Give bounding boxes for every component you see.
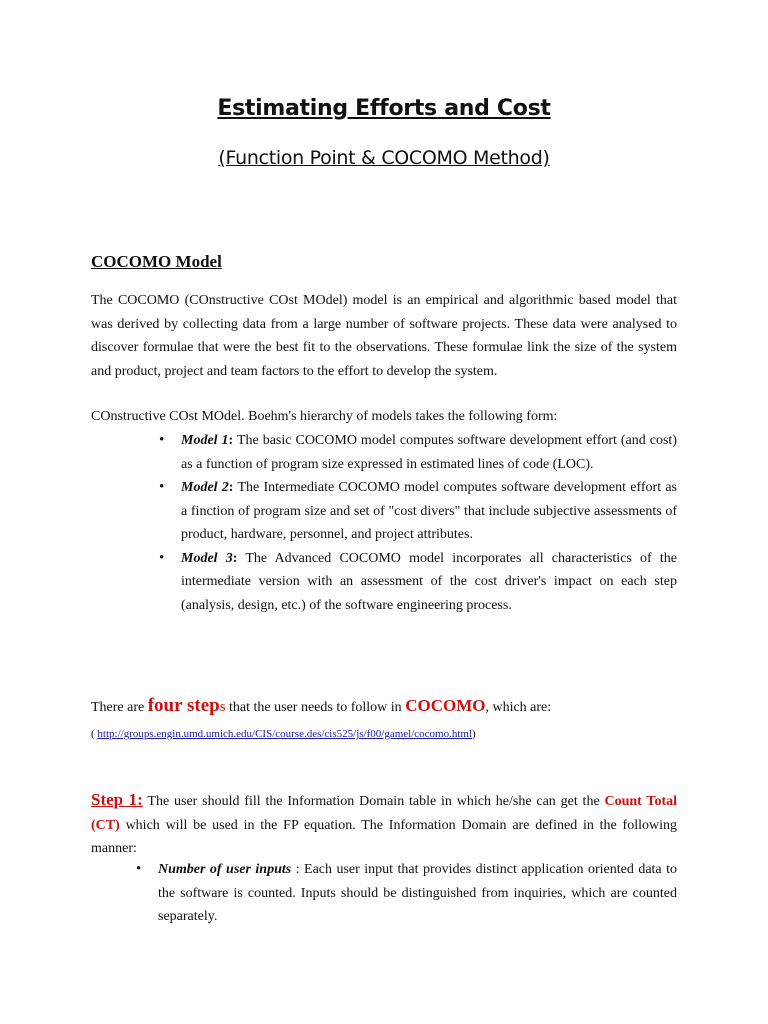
domain-item-name: Number of user inputs (158, 862, 292, 877)
link-open-paren: ( (91, 728, 98, 740)
section-heading-cocomo-model: COCOMO Model (91, 252, 222, 271)
information-domain-list (158, 858, 677, 929)
four-steps-highlight-tail: s (219, 699, 226, 715)
domain-item-description: : Each user input that provides distinct application oriented data to the software is counted. Inputs should be distinguished from inquiries, which are counted separately. (158, 862, 677, 924)
model-name: Model 2 (181, 480, 229, 495)
step-1-paragraph (91, 788, 677, 861)
list-item-model-1 (181, 429, 677, 476)
model-name: Model 3 (181, 550, 233, 566)
step-1-label: Step 1: (91, 790, 143, 809)
count-total-term: Count Total (CT) (91, 794, 678, 833)
model-separator: : (228, 480, 234, 495)
intro-paragraph: The COCOMO (COnstructive COst MOdel) model is an empirical and algorithmic based model that was derived by collecting data from a large number of software projects. These data were analysed to discover formulae that were the best fit to the observations. These formulae link the size of the system and product, project and team factors to the effort to develop the system. (91, 293, 677, 379)
reference-link-line (91, 726, 476, 742)
model-description: The Intermediate COCOMO model computes software development effort as a finction of program size and set of "cost divers" that include subjective assessments of product, hardware, personnel, and project attributes. (181, 480, 677, 542)
list-item-user-inputs (158, 858, 677, 929)
link-close-paren: ) (472, 728, 476, 740)
model-description: The basic COCOMO model computes software development effort (and cost) as a function of program size expressed in estimated lines of code (LOC). (181, 433, 677, 472)
steps-suffix: , which are: (485, 700, 552, 715)
step-1-text-a: The user should fill the Information Domain table in which he/she can get the (142, 794, 605, 809)
model-description: The Advanced COCOMO model incorporates all characteristics of the intermediate version with an assessment of the cost driver's impact on each step (analysis, design, etc.) of the software engineering process. (181, 550, 677, 613)
lead-paragraph: COnstructive COst MOdel. Boehm's hierarchy of models takes the following form: (91, 409, 558, 424)
cocomo-highlight: COCOMO (405, 696, 486, 715)
four-steps-sentence (91, 694, 551, 720)
document-subtitle: (Function Point & COCOMO Method) (218, 147, 550, 169)
steps-middle: that the user needs to follow in (225, 700, 406, 715)
document-title: Estimating Efforts and Cost (217, 96, 551, 121)
four-steps-highlight: four step (147, 695, 220, 716)
model-separator: : (228, 433, 234, 448)
model-name: Model 1 (181, 433, 229, 448)
steps-prefix: There are (91, 700, 148, 715)
list-item-model-3 (181, 547, 677, 618)
models-list (181, 429, 677, 617)
list-item-model-2 (181, 476, 677, 547)
step-1-text-b: which will be used in the FP equation. The Information Domain are defined in the following manner: (91, 817, 677, 856)
cocomo-reference-link[interactable]: http://groups.engin.umd.umich.edu/CIS/course.des/cis525/js/f00/gamel/cocomo.html (97, 728, 472, 740)
model-separator: : (232, 550, 238, 566)
